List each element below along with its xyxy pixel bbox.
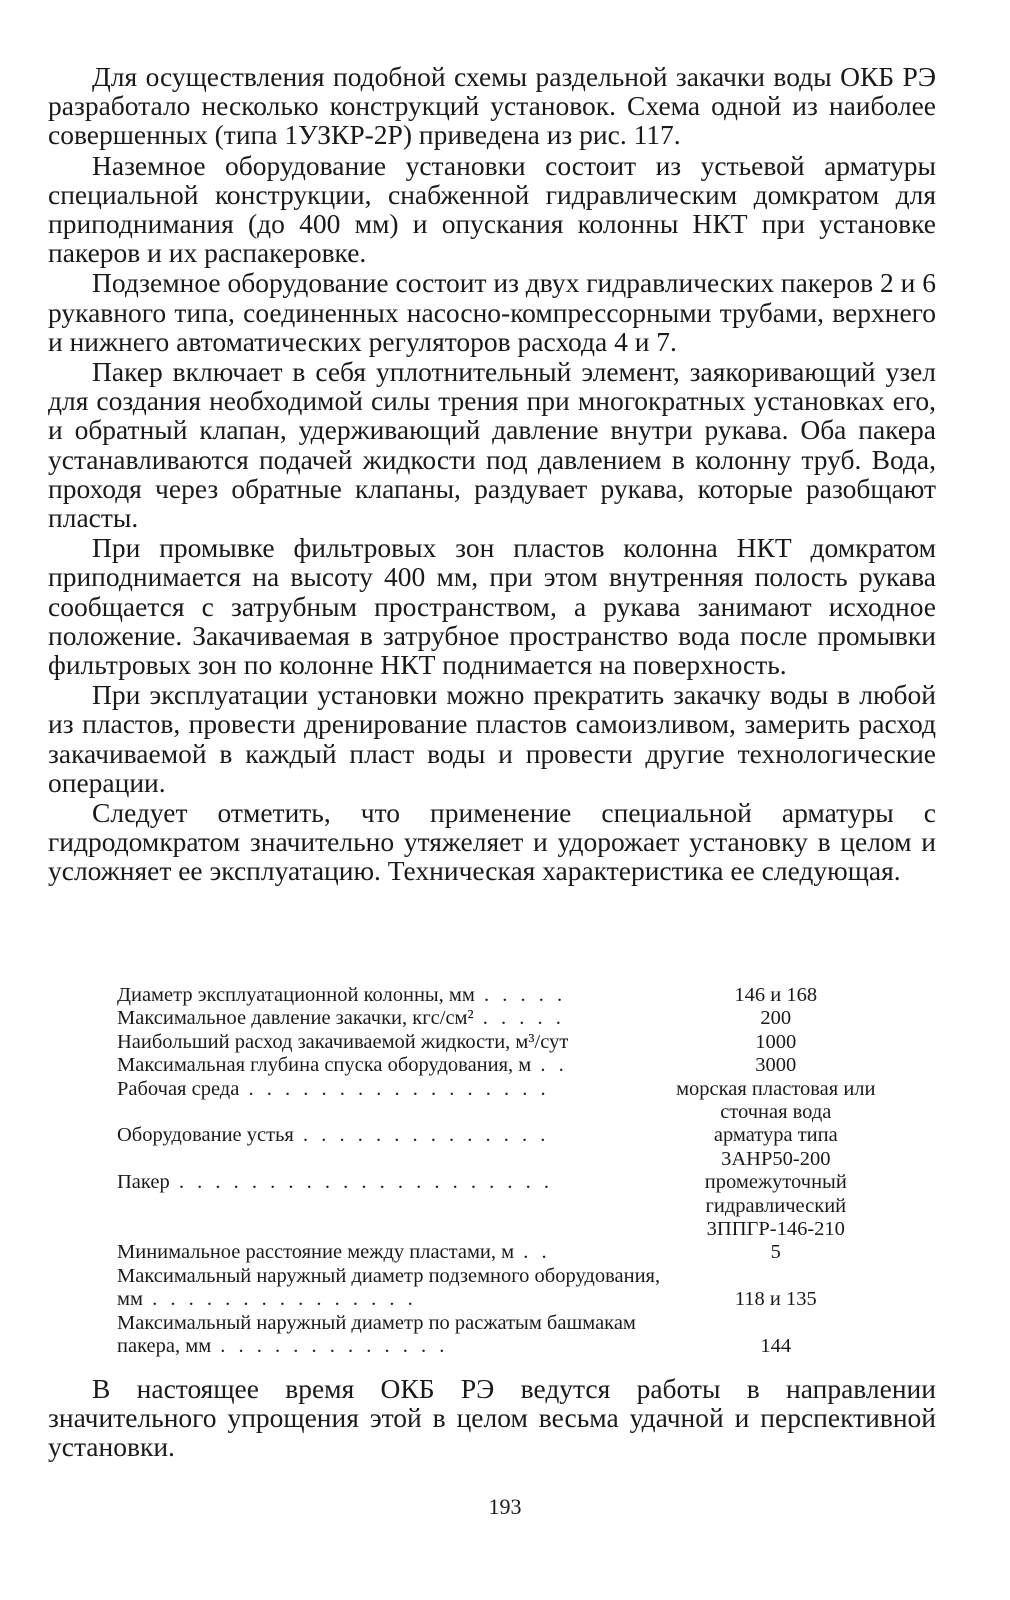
spec-value: 3000 <box>755 1054 797 1077</box>
leader-dots: . . . . . . . . . . . . . <box>211 1335 449 1358</box>
spec-row <box>117 1312 877 1359</box>
leader-dots: . . . . . . . . . . . . . . . . . . . . . <box>169 1171 553 1194</box>
spec-row <box>117 1124 877 1171</box>
technical-specifications-table <box>117 984 877 1359</box>
leader-dots: . . . . . . . . . . . . . . <box>293 1124 550 1147</box>
spec-value: 5 <box>770 1241 781 1264</box>
spec-value: 146 и 168 <box>734 984 818 1006</box>
spec-value: морская пластовая или сточная вода <box>676 1077 876 1124</box>
spec-value: 200 <box>760 1007 792 1030</box>
spec-row <box>117 1078 877 1125</box>
spec-label: Пакер <box>117 1171 170 1194</box>
leader-dots: . . . . . <box>473 1007 565 1030</box>
spec-value: 144 <box>760 1335 792 1358</box>
closing-paragraph: В настоящее время ОКБ РЭ ведутся работы в направлении значительного упрощения этой в целом весьма удачной и перспективной установки. <box>48 1373 936 1463</box>
leader-dots: . . <box>514 1241 551 1264</box>
spec-label: Максимальный наружный диаметр подземного оборудования, мм <box>117 1264 661 1311</box>
spec-row <box>117 1241 877 1264</box>
spec-value: промежуточный гидравлический 3ППГР-146-210 <box>704 1171 847 1241</box>
spec-label: Диаметр эксплуатационной колонны, мм <box>117 984 475 1006</box>
paragraph: Подземное оборудование состоит из двух гидравлических пакеров 2 и 6 рукавного типа, соединенных насосно-компрессорными трубами, верхнего и нижнего автоматических регуляторов расхода 4 и 7. <box>48 267 936 357</box>
spec-label: Рабочая среда <box>117 1077 240 1100</box>
page-number: 193 <box>488 1494 522 1519</box>
paragraph: Пакер включает в себя уплотнительный элемент, заякоривающий узел для создания необходимой силы трения при многократных установках его, и обратный клапан, удерживающий давление внутри рукава. Оба пакера устанавливаются подачей жидкости под давлением в колонну труб. Вода, проходя через обратные клапаны, раздувает рукава, которые разобщают пласты. <box>48 356 936 534</box>
body-text <box>48 62 936 886</box>
spec-row <box>117 1265 877 1312</box>
spec-row <box>117 1171 877 1241</box>
paragraph: Для осуществления подобной схемы раздельной закачки воды ОКБ РЭ разработало несколько конструкций установок. Схема одной из наиболее совершенных (типа 1УЗКР-2Р) приведена из рис. 117. <box>48 61 936 151</box>
spec-label: Максимальная глубина спуска оборудования, м <box>117 1054 532 1077</box>
spec-value: арматура типа 3АНР50-200 <box>713 1124 838 1170</box>
paragraph: Наземное оборудование установки состоит из устьевой арматуры специальной конструкции, снабженной гидравлическим домкратом для приподнимания (до 400 мм) и опускания колонны НКТ при установке пакеров и их распакеровке. <box>48 149 936 269</box>
spec-label: Максимальное давление закачки, кгс/см² <box>117 1007 474 1030</box>
leader-dots: . . <box>531 1054 568 1077</box>
spec-row <box>117 984 877 1007</box>
spec-label: Максимальный наружный диаметр по расжатым башмакам пакера, мм <box>117 1311 636 1358</box>
paragraph: При промывке фильтровых зон пластов колонна НКТ домкратом приподнимается на высоту 400 мм, при этом внутренняя полость рукава сообщается с затрубным пространством, а рукава занимают исходное положение. Закачиваемая в затрубное пространство вода после промывки фильтровых зон по колонне НКТ поднимается на поверхность. <box>48 532 936 681</box>
spec-value: 118 и 135 <box>734 1288 817 1311</box>
spec-row <box>117 1007 877 1030</box>
spec-label: Минимальное расстояние между пластами, м <box>117 1241 515 1264</box>
spec-label: Наибольший расход закачиваемой жидкости, м³/сут <box>117 1030 569 1053</box>
spec-row <box>117 1031 877 1054</box>
leader-dots: . . . . . . . . . . . . . . . <box>142 1288 417 1311</box>
paragraph: Следует отметить, что применение специальной арматуры с гидродомкратом значительно утяжеляет и удорожает установку в целом и усложняет ее эксплуатацию. Техническая характеристика ее следующая. <box>48 797 936 887</box>
spec-row <box>117 1054 877 1077</box>
leader-dots: . . . . . <box>474 984 567 1006</box>
spec-label: Оборудование устья <box>117 1124 294 1147</box>
paragraph: При эксплуатации установки можно прекратить закачку воды в любой из пластов, провести дренирование пластов самоизливом, замерить расход закачиваемой в каждый пласт воды и провести другие технологические операции. <box>48 679 936 798</box>
spec-value: 1000 <box>755 1030 797 1053</box>
leader-dots: . . . . . . . . . . . . . . . . . <box>239 1077 550 1100</box>
